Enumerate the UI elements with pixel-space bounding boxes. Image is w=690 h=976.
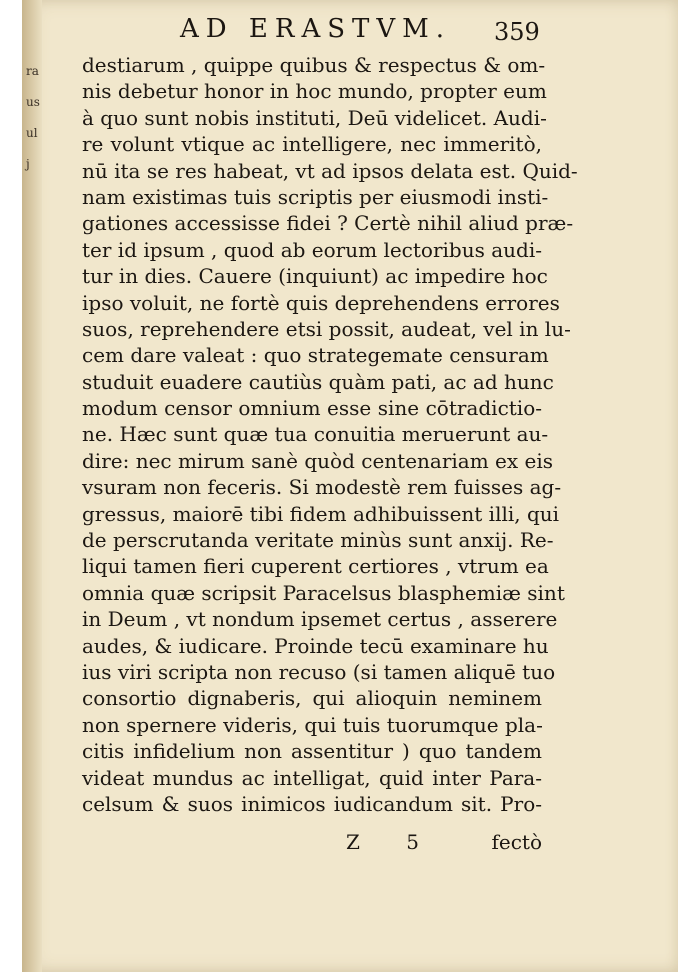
text-line: gationes accessisse fidei ? Certè nihil aliud præ-	[82, 211, 574, 236]
text-line: ius viri scripta non recuso (si tamen aliquē tuo	[82, 659, 556, 684]
text-line: non spernere videris, qui tuis tuorumque pla-	[82, 712, 543, 737]
text-line: de perscrutanda veritate minùs sunt anxij. Re-	[82, 528, 554, 553]
text-line: vsuram non feceris. Si modestè rem fuisses ag-	[82, 475, 562, 500]
facing-page-fragments	[26, 60, 46, 660]
text-line: nis debetur honor in hoc mundo, propter eum	[82, 79, 547, 104]
text-line: cem dare valeat : quo strategemate censuram	[82, 343, 549, 368]
text-line: tur in dies. Cauere (inquiunt) ac impedire hoc	[82, 264, 548, 289]
text-line: modum censor omnium esse sine cōtradictio-	[82, 396, 542, 421]
text-line: in Deum , vt nondum ipsemet certus , asserere	[82, 607, 558, 632]
text-line: celsum & suos inimicos iudicandum sit. Pro-	[82, 791, 542, 816]
text-line: citis infidelium non assentitur ) quo tandem	[82, 739, 542, 764]
fragment: j	[26, 157, 30, 171]
text-line: destiarum , quippe quibus & respectus & om-	[82, 53, 546, 77]
page-number: 359	[494, 18, 540, 46]
text-line: liqui tamen fieri cuperent certiores , vtrum ea	[82, 554, 549, 579]
text-line: dire: nec mirum sanè quòd centenariam ex eis	[82, 448, 554, 473]
text-line: ter id ipsum , quod ab eorum lectoribus audi-	[82, 237, 542, 262]
text-line: nam existimas tuis scriptis per eiusmodi insti-	[82, 184, 549, 209]
catch-line	[82, 830, 542, 860]
text-line: ipso voluit, ne fortè quis deprehendens errores	[82, 290, 560, 315]
text-line: nū ita se res habeat, vt ad ipsos delata est. Quid-	[82, 158, 578, 183]
signature-mark: Z 5	[346, 830, 439, 854]
text-line: gressus, maiorē tibi fidem adhibuissent illi, qui	[82, 501, 560, 526]
text-line: à quo sunt nobis instituti, Deū videlicet. Audi-	[82, 105, 547, 130]
text-line: suos, reprehendere etsi possit, audeat, vel in lu-	[82, 316, 571, 341]
fragment: ul	[26, 126, 38, 140]
fragment: ra	[26, 64, 39, 78]
text-line: studuit euadere cautiùs quàm pati, ac ad hunc	[82, 369, 554, 394]
text-line: consortio dignaberis, qui alioquin neminem	[82, 686, 542, 711]
text-line: omnia quæ scripsit Paracelsus blasphemiæ sint	[82, 580, 565, 605]
page-title: AD ERASTVM.	[180, 14, 452, 44]
text-line: videat mundus ac intelligat, quid inter Para-	[82, 765, 542, 790]
fragment: us	[26, 95, 40, 109]
running-head	[80, 10, 660, 50]
text-line: re volunt vtique ac intelligere, nec immeritò,	[82, 132, 542, 157]
body-text	[82, 52, 578, 817]
catchword: fectò	[491, 830, 542, 854]
text-line: audes, & iudicare. Proinde tecū examinare hu	[82, 633, 549, 658]
text-line: ne. Hæc sunt quæ tua conuitia meruerunt au-	[82, 422, 549, 447]
